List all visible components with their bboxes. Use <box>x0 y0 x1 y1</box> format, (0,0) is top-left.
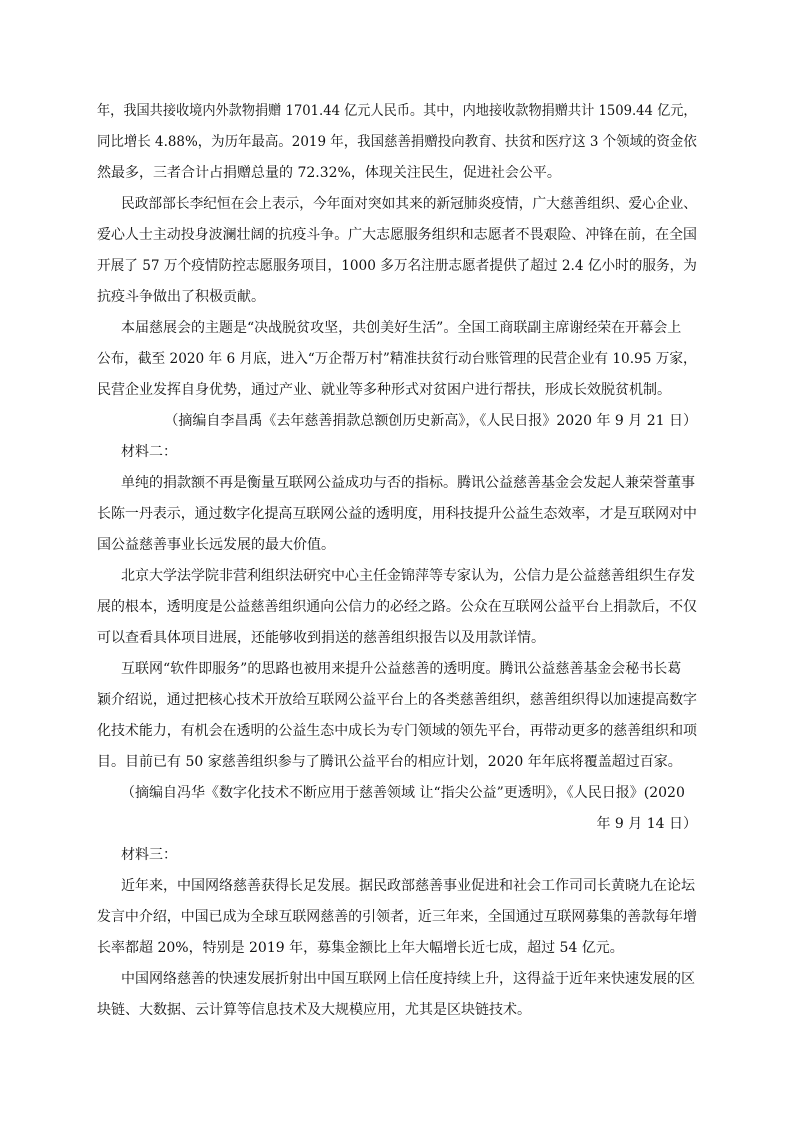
paragraph-2-line-4: 抗疫斗争做出了积极贡献。 <box>97 289 265 305</box>
paragraph-6-line-1: 互联网“软件即服务”的思路也被用来提升公益慈善的透明度。腾讯公益慈善基金会秘书长葛 <box>121 661 682 677</box>
paragraph-5-line-1: 北京大学法学院非营利组织法研究中心主任金锦萍等专家认为，公信力是公益慈善组织生存发 <box>121 568 695 584</box>
paragraph-4-line-2: 长陈一丹表示，通过数字化提高互联网公益的透明度，用科技提升公益生态效率，才是互联网对中 <box>97 506 698 522</box>
paragraph-4-line-1: 单纯的捐款额不再是衡量互联网公益成功与否的指标。腾讯公益慈善基金会发起人兼荣誉董事 <box>121 475 695 491</box>
material-2-heading: 材料二： <box>121 444 177 460</box>
paragraph-1-line-1: 年，我国共接收境内外款物捐赠 1701.44 亿元人民币。其中，内地接收款物捐赠共计 1509.44 亿元， <box>97 103 697 119</box>
paragraph-4-line-3: 国公益慈善事业长远发展的最大价值。 <box>97 537 335 553</box>
paragraph-5-line-2: 展的根本，透明度是公益慈善组织通向公信力的必经之路。公众在互联网公益平台上捐款后，不仅 <box>97 599 698 615</box>
paragraph-6-line-4: 目。目前已有 50 家慈善组织参与了腾讯公益平台的相应计划，2020 年年底将覆盖超过百家。 <box>97 754 682 770</box>
paragraph-6-line-3: 化技术能力，有机会在透明的公益生态中成长为专门领域的领先平台，再带动更多的慈善组织和项 <box>97 723 698 739</box>
material-3-heading: 材料三： <box>121 847 177 863</box>
paragraph-2-line-2: 爱心人士主动投身波澜壮阔的抗疫斗争。广大志愿服务组织和志愿者不畏艰险、冲锋在前，在全国 <box>97 227 698 243</box>
paragraph-5-line-3: 可以查看具体项目进展，还能够收到捐送的慈善组织报告以及用款详情。 <box>97 630 545 646</box>
paragraph-1-line-3: 然最多，三者合计占捐赠总量的 72.32%，体现关注民生，促进社会公平。 <box>97 165 561 181</box>
source-citation-1: （摘编自李昌禹《去年慈善捐款总额创历史新高》，《人民日报》2020 年 9 月 21 日） <box>164 413 697 429</box>
paragraph-8-line-1: 中国网络慈善的快速发展折射出中国互联网上信任度持续上升，这得益于近年来快速发展的区 <box>121 971 695 987</box>
paragraph-6-line-2: 颖介绍说，通过把核心技术开放给互联网公益平台上的各类慈善组织，慈善组织得以加速提高数字 <box>97 692 698 708</box>
source-citation-2-line-2: 年 9 月 14 日） <box>596 816 697 832</box>
paragraph-7-line-2: 发言中介绍，中国已成为全球互联网慈善的引领者，近三年来，全国通过互联网募集的善款每年增 <box>97 909 698 925</box>
paragraph-2-line-1: 民政部部长李纪恒在会上表示，今年面对突如其来的新冠肺炎疫情，广大慈善组织、爱心企业、 <box>121 196 698 212</box>
paragraph-7-line-3: 长率都超 20%，特别是 2019 年，募集金额比上年大幅增长近七成，超过 54 亿元。 <box>97 940 624 956</box>
paragraph-1-line-2: 同比增长 4.88%，为历年最高。2019 年，我国慈善捐赠投向教育、扶贫和医疗这 3 个领域的资金依 <box>97 134 697 150</box>
source-citation-2-line-1: （摘编自冯华《数字化技术不断应用于慈善领域 让“指尖公益”更透明》，《人民日报》(2020 <box>121 785 685 801</box>
paragraph-7-line-1: 近年来，中国网络慈善获得长足发展。据民政部慈善事业促进和社会工作司司长黄晓九在论坛 <box>121 878 695 894</box>
paragraph-3-line-2: 公布，截至 2020 年 6 月底，进入“万企帮万村”精准扶贫行动台账管理的民营企业有 10.95 万家， <box>97 351 697 367</box>
paragraph-3-line-3: 民营企业发挥自身优势，通过产业、就业等多种形式对贫困户进行帮扶，形成长效脱贫机制。 <box>97 382 671 398</box>
paragraph-2-line-3: 开展了 57 万个疫情防控志愿服务项目，1000 多万名注册志愿者提供了超过 2.4 亿小时的服务，为 <box>97 258 697 274</box>
paragraph-8-line-2: 块链、大数据、云计算等信息技术及大规模应用，尤其是区块链技术。 <box>97 1002 531 1018</box>
paragraph-3-line-1: 本届慈展会的主题是“决战脱贫攻坚，共创美好生活”。全国工商联副主席谢经荣在开幕会上 <box>121 320 682 336</box>
